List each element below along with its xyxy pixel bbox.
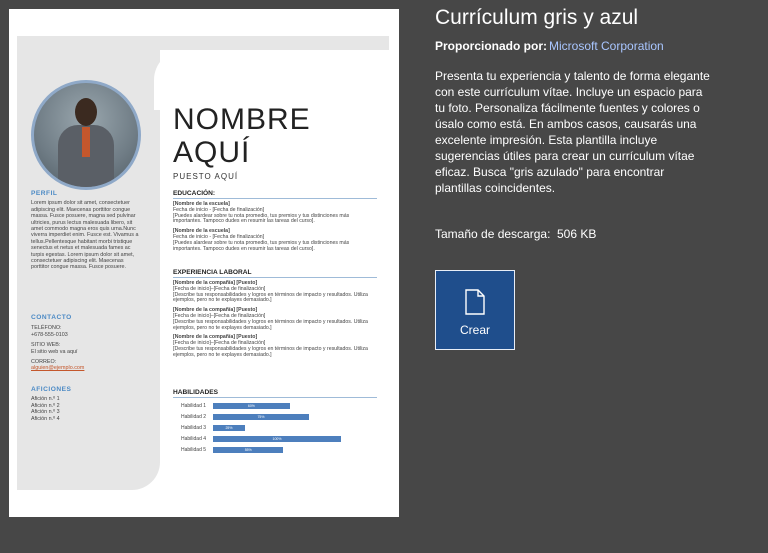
company-name: [Nombre de la compañía] [Puesto] [173,307,258,314]
download-size-value: 506 KB [557,227,597,241]
skill-bar: 55% [213,447,283,453]
create-button[interactable] [435,270,515,350]
skill-label: Habilidad 2 [181,414,207,420]
skill-row [173,412,377,423]
provider-link[interactable]: Microsoft Corporation [549,39,664,53]
skill-row [173,401,377,412]
provider-label: Proporcionado por: [435,39,547,53]
profile-photo [31,80,141,190]
web-value: El sitio web va aquí [31,348,78,355]
skill-row [173,445,377,456]
photo-head [75,98,97,126]
education-dates: Fecha de inicio - [Fecha de finalización] [173,233,265,240]
resume-name [173,103,311,169]
aficiones-heading: AFICIONES [31,386,72,393]
education-dates: Fecha de inicio - [Fecha de finalización] [173,206,265,213]
education-entry [173,202,377,225]
template-title: Currículum gris y azul [435,6,639,29]
skills-list [173,401,377,456]
photo-tie [82,127,90,157]
education-heading: EDUCACIÓN: [173,190,377,199]
education-entry [173,229,377,252]
experience-detail: [Describe tus responsabilidades y logros en términos de impacto y resultados. Utiliza ejemplos, pero no te explayes demasiado.] [173,318,368,331]
email-value: alguien@ejemplo.com [31,365,85,372]
education-section [173,190,377,256]
experience-entry [173,308,377,331]
experience-dates: [Fecha de inicio]–[Fecha de finalización] [173,340,266,347]
perfil-section [31,191,143,271]
experience-entry [173,335,377,358]
school-name: [Nombre de la escuela] [173,228,230,235]
resume-role: PUESTO AQUÍ [173,172,239,181]
company-name: [Nombre de la compañía] [Puesto] [173,280,258,286]
skill-label: Habilidad 4 [181,436,207,442]
template-preview[interactable] [9,9,399,517]
aficion-item: Afición n.º 1 [31,396,60,403]
experience-dates: [Fecha de inicio]–[Fecha de finalización] [173,285,266,292]
skill-bar: 25% [213,425,245,431]
education-detail: [Puedes alardear sobre tu nota promedio, tus premios y tus distinciones más importantes. Tampoco dudes en resumir las tareas del curso]. [173,212,350,225]
experience-detail: [Describe tus responsabilidades y logros en términos de impacto y resultados. Utiliza ejemplos, pero no te explayes demasiado.] [173,345,368,358]
experience-entry [173,281,377,304]
skill-row [173,423,377,434]
download-size-label: Tamaño de descarga: [435,227,551,241]
aficiones-section [31,387,143,422]
web-label: SITIO WEB: [31,342,61,349]
skill-row [173,434,377,445]
create-label: Crear [459,323,490,337]
skill-label: Habilidad 5 [181,447,207,453]
aficion-item: Afición n.º 3 [31,409,60,416]
experience-heading: EXPERIENCIA LABORAL [173,269,377,278]
name-line-2: AQUÍ [173,136,251,169]
phone-label: TELÉFONO: [31,325,62,332]
aficion-item: Afición n.º 2 [31,402,60,409]
experience-section [173,269,377,363]
main-corner [154,50,214,110]
document-icon [465,289,485,315]
skill-label: Habilidad 3 [181,425,207,431]
skill-bar: 60% [213,403,290,409]
skill-bar: 75% [213,414,309,420]
aficion-item: Afición n.º 4 [31,415,60,422]
phone-value: +678-555-0103 [31,331,68,338]
skills-heading: HABILIDADES [173,389,377,398]
school-name: [Nombre de la escuela] [173,201,230,207]
perfil-text: Lorem ipsum dolor sit amet, consectetuer adipiscing elit. Maecenas porttitor congue massa. Fusce posuere, magna sed pulvinar ultricies, purus lectus malesuada libero, sit amet commodo magna eros quis urna.Nunc viverra imperdiet enim. Fusce est. Vivamus a tellus.Pellentesque habitant morbi tristique senectus et netus et malesuada fames ac turpis egestas. Lorem ipsum dolor sit amet, consectetuer adipiscing elit. Maecenas porttitor congue massa. Fusce posuere. [31,200,139,271]
experience-detail: [Describe tus responsabilidades y logros en términos de impacto y resultados. Utiliza ejemplos, pero no te explayes demasiado.] [173,291,368,304]
skill-bar: 100% [213,436,341,442]
perfil-heading: PERFIL [31,190,58,197]
contacto-section [31,315,143,372]
skills-section [173,389,377,456]
skill-label: Habilidad 1 [181,403,207,409]
name-line-1: NOMBRE [173,103,311,136]
education-detail: [Puedes alardear sobre tu nota promedio, tus premios y tus distinciones más importantes. Tampoco dudes en resumir las tareas del curso]. [173,239,350,252]
company-name: [Nombre de la compañía] [Puesto] [173,334,258,341]
email-label: CORREO: [31,359,57,366]
contacto-heading: CONTACTO [31,314,72,321]
template-description: Presenta tu experiencia y talento de forma elegante con este currículum vítae. Incluye un espacio para tu foto. Personaliza fácilmente fuentes y colores o úsalo como está. En ambos casos, causarás una excelente impresión. Esta plantilla incluye sugerencias útiles para crear un currículum vítae eficaz. Busca "gris azulado" para encontrar plantillas coincidentes. [435,69,710,195]
experience-dates: [Fecha de inicio]–[Fecha de finalización] [173,312,266,319]
